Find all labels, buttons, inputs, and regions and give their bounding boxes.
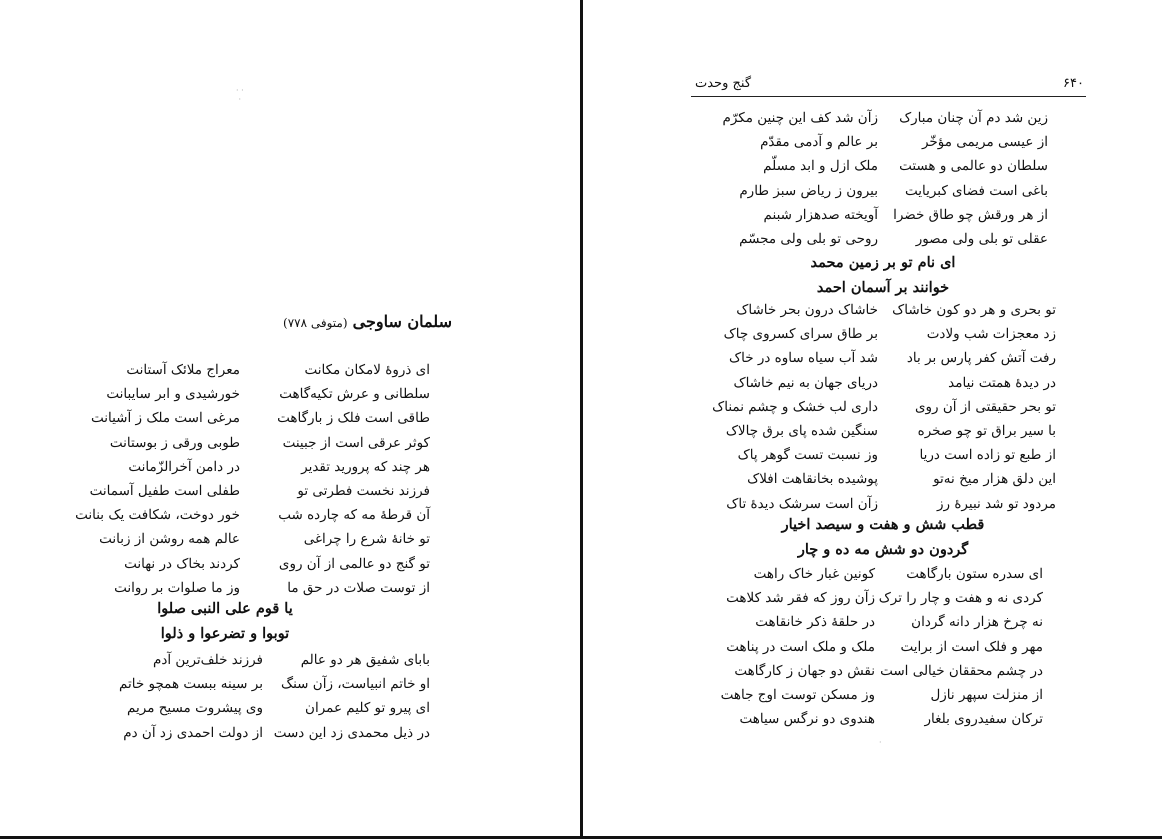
bold-hemistich: توبوا و تضرعوا و ذلوا [160,624,290,642]
couplet: از هر ورقش چو طاق خضرا آویخته صدهزار شبنم [763,206,1048,223]
couplet: سلطان دو عالمی و هستت ملک ازل و ابد مسلّم [763,158,1048,175]
couplet: مردود تو شد نبیرهٔ رز زآن است سرشک دیدهٔ تاک [726,495,1056,512]
left-page [0,0,580,839]
couplet: تو گنج دو عالمی از آن روی کردند بخاک در نهانت [124,555,430,572]
right-verse-block-3 [713,566,1043,735]
right-verse-block-2 [712,302,1056,520]
bold-hemistich: گردون دو شش مه ده و چار [797,540,969,558]
couplet: او خاتم انبیاست، زآن سنگ بر سینه ببست همچو خاتم [118,676,430,693]
bold-hemistich: خوانند بر آسمان احمد [816,278,950,296]
couplet: در چشم محققان خیالی است نقش دو جهان ز کارگاهت [734,662,1043,679]
poet-heading [283,312,452,331]
page-number: ۶۴۰ [1063,76,1084,91]
couplet: بابای شفیق هر دو عالم فرزند خلف‌ترین آدم [153,652,430,668]
poet-name: سلمان ساوجی [352,312,452,331]
right-bold-block-2 [768,516,998,565]
couplet: از عیسی مریمی مؤخّر بر عالم و آدمی مقدّم [760,134,1048,151]
couplet: از طبع تو زاده است دریا وز نسبت تست گوهر پاک [737,447,1056,464]
poet-note: (متوفی ۷۷۸) [283,316,348,330]
couplet: زین شد دم آن چنان مبارک زآن شد کف این چنین مکرّم [722,110,1048,126]
couplet: فرزند نخست فطرتی تو طفلی است طفیل آسمانت [89,482,430,499]
scan-specks: · [879,738,882,747]
running-head [691,76,1086,97]
left-verse-block-2 [100,652,430,749]
right-bold-block-1 [773,254,993,303]
left-verse-block-1 [75,362,430,604]
couplet: ای سدره ستون بارگاهت کونین غبار خاک راهت [753,566,1043,582]
couplet: کوثر عرقی است از جبینت طوبی ورقی ز بوستانت [109,434,430,451]
couplet: از توست صلات در حق ما وز ما صلوات بر روانت [114,579,430,596]
couplet: عقلی تو بلی ولی مصور روحی تو بلی ولی مجسّم [739,230,1048,247]
couplet: ای پیرو تو کلیم عمران وی پیشروت مسیح مریم [127,700,430,717]
couplet: آن قرطهٔ مه که چارده شب خور دوخت، شکافت یک بنانت [75,507,430,524]
couplet: از منزلت سپهر نازل وز مسکن توست اوج جاهت [720,686,1043,703]
couplet: باغی است فضای کبریایت بیرون ز ریاض سبز طارم [739,182,1048,199]
left-bold-block [150,600,300,649]
couplet: در دیدهٔ همتت نیامد دریای جهان به نیم خاشاک [733,374,1056,391]
couplet: مهر و فلک است از برایت ملک و ملک است در پناهت [726,638,1043,655]
couplet: این دلق هزار میخ نه‌تو پوشیده بخانقاهت افلاک [747,471,1056,488]
couplet: کردی نه و هفت و چار را ترک زآن روز که فقر شد کلاهت [726,590,1043,607]
right-page [583,0,1162,839]
running-title: گنج وحدت [695,76,752,91]
couplet: در ذیل محمدی زد این دست از دولت احمدی زد آن دم [123,724,430,741]
bold-hemistich: یا قوم علی النبی صلوا [157,600,293,617]
couplet: زد معجزات شب ولادت بر طاق سرای کسروی چاک [723,326,1056,343]
couplet: نه چرخ هزار دانه گردان در حلقهٔ ذکر خانقاهت [755,614,1043,631]
couplet: تو بحری و هر دو کون خاشاک خاشاک درون بحر خاشاک [736,302,1056,318]
scan-specks: · · · [236,86,244,104]
couplet: هر چند که پرورید تقدیر در دامن آخرالزّمانت [128,458,430,475]
couplet: طاقی است فلک ز بارگاهت مرغی است ملک ز آشیانت [90,410,430,427]
couplet: تو خانهٔ شرع را چراغی عالم همه روشن از زبانت [99,531,430,548]
couplet: سلطانی و عرش تکیه‌گاهت خورشیدی و ابر سایبانت [106,386,430,403]
right-verse-block-1 [718,110,1048,255]
bold-hemistich: قطب شش و هفت و سیصد اخیار [781,516,985,533]
couplet: با سیر براق تو چو صخره سنگین شده پای برق چالاک [725,422,1056,439]
couplet: رفت آتش کفر پارس بر باد شد آب سیاه ساوه در خاک [729,350,1056,367]
couplet: ترکان سفیدروی بلغار هندوی دو نرگس سیاهت [739,711,1043,728]
couplet: تو بحر حقیقتی از آن روی داری لب خشک و چشم نمناک [712,398,1056,415]
bold-hemistich: ای نام تو بر زمین محمد [810,254,956,271]
couplet: ای ذروهٔ لامکان مکانت معراج ملائک آستانت [126,362,430,378]
